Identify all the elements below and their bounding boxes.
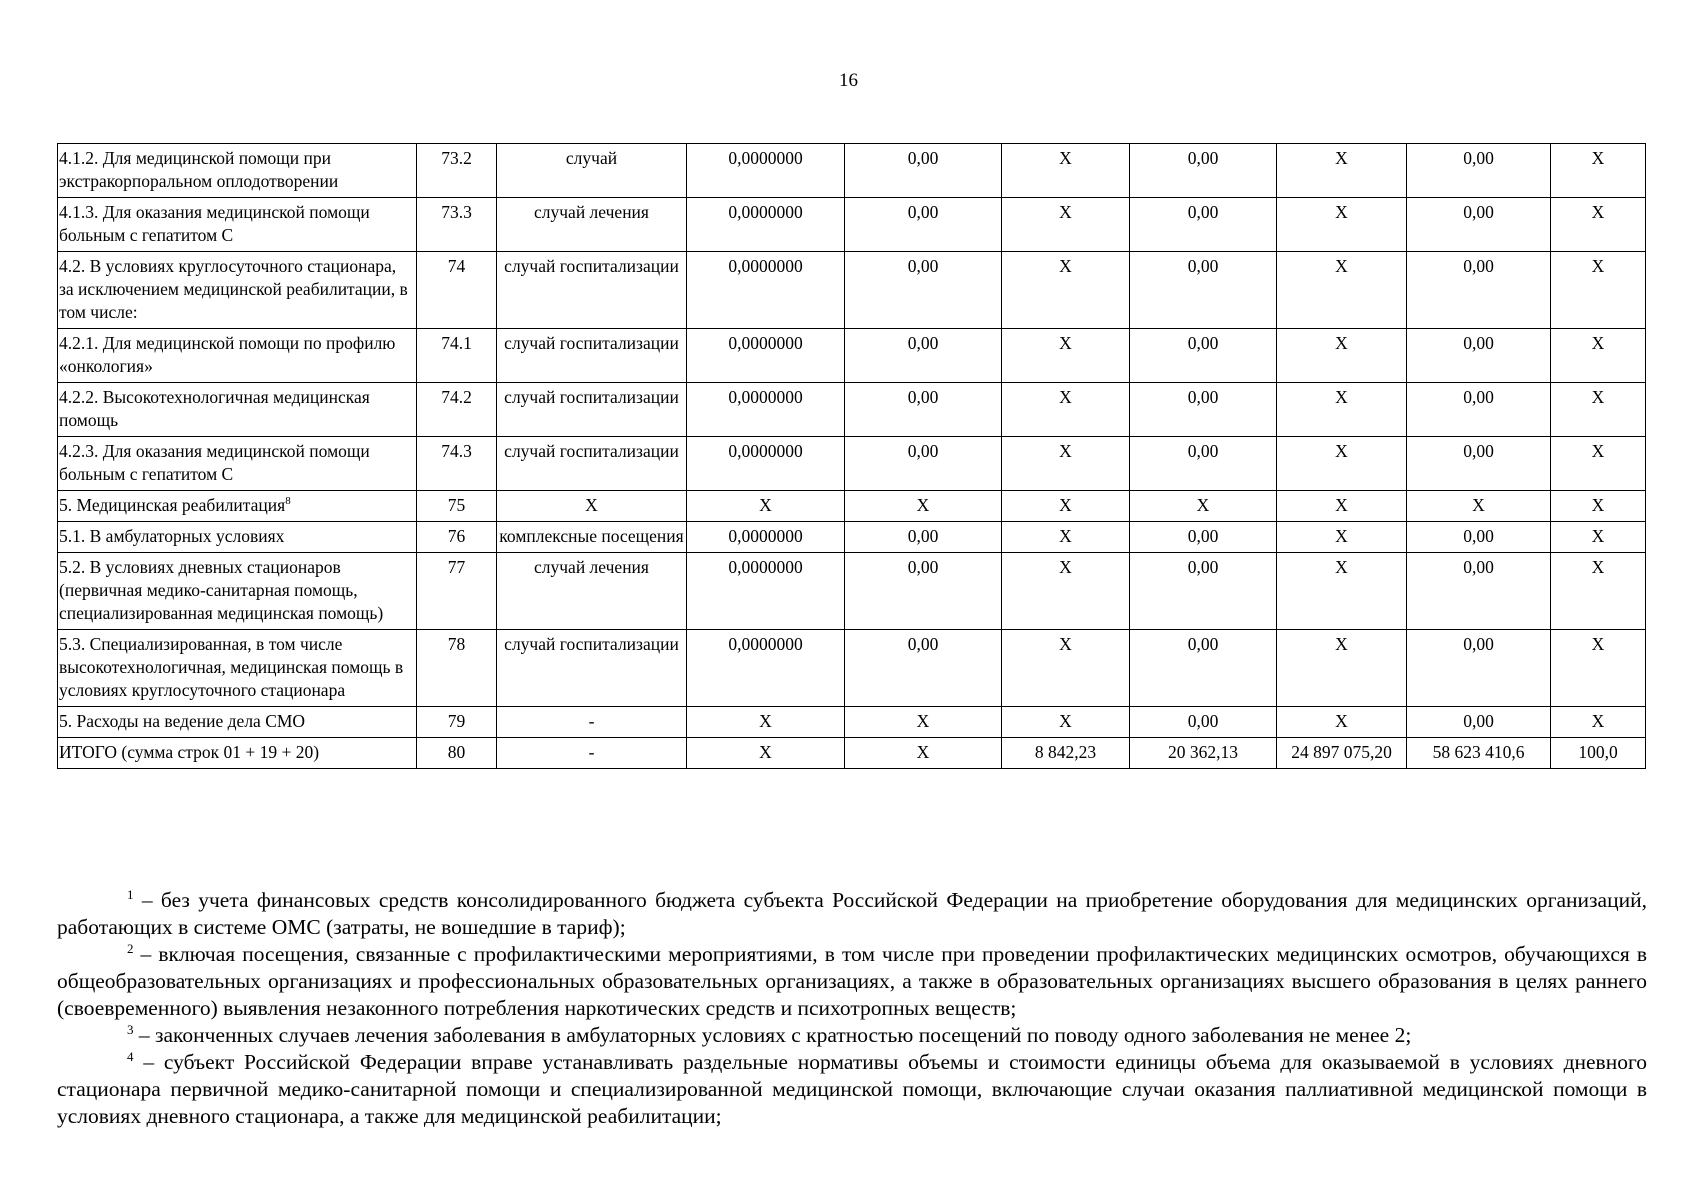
cell-c8: X [1277, 707, 1407, 738]
cell-c9: 0,00 [1407, 144, 1551, 198]
cell-c9: 0,00 [1407, 522, 1551, 553]
cell-code: 73.3 [417, 198, 497, 252]
cell-c4: 0,0000000 [687, 630, 845, 707]
cell-c10: X [1551, 198, 1646, 252]
cell-c4: X [687, 707, 845, 738]
footnote-number: 1 [127, 886, 134, 902]
row-name: 5.1. В амбулаторных условиях [59, 526, 285, 546]
cell-c5: 0,00 [845, 329, 1002, 383]
footnote [57, 941, 1647, 1022]
cell-code: 79 [417, 707, 497, 738]
row-name-cell [58, 198, 417, 252]
table-row [58, 383, 1646, 437]
cell-c4: 0,0000000 [687, 329, 845, 383]
cell-unit: случай госпитализации [497, 437, 687, 491]
table-row [58, 522, 1646, 553]
cell-c4: 0,0000000 [687, 553, 845, 630]
cell-c10: X [1551, 630, 1646, 707]
cell-c6: X [1002, 491, 1130, 522]
cell-c5: 0,00 [845, 144, 1002, 198]
cell-c7: 0,00 [1130, 252, 1277, 329]
cell-c5: 0,00 [845, 553, 1002, 630]
cell-c8: X [1277, 522, 1407, 553]
cell-code: 77 [417, 553, 497, 630]
data-table [57, 143, 1646, 769]
cell-unit: X [497, 491, 687, 522]
footnote-ref: 8 [285, 495, 291, 508]
row-name-cell [58, 329, 417, 383]
cell-c8: X [1277, 383, 1407, 437]
cell-code: 74 [417, 252, 497, 329]
cell-c6: X [1002, 630, 1130, 707]
cell-c7: X [1130, 491, 1277, 522]
cell-unit: случай лечения [497, 198, 687, 252]
footnote-number: 4 [127, 1048, 134, 1064]
cell-c8: X [1277, 144, 1407, 198]
cell-code: 74.1 [417, 329, 497, 383]
cell-c10: X [1551, 383, 1646, 437]
table-row [58, 329, 1646, 383]
row-name: 5. Медицинская реабилитация [59, 495, 286, 515]
cell-c5: X [845, 738, 1002, 769]
cell-c6: X [1002, 383, 1130, 437]
footnote-text: – включая посещения, связанные с профилактическими мероприятиями, в том числе при проведении профилактических медицинских осмотров, обучающихся в общеобразовательных организациях и профессиональных образовательных организациях, а также в образовательных организациях высшего образования в целях раннего (своевременного) выявления незаконного потребления наркотических средств и психотропных веществ; [57, 942, 1647, 1020]
cell-c9: 0,00 [1407, 383, 1551, 437]
cell-c9: 0,00 [1407, 329, 1551, 383]
cell-code: 74.3 [417, 437, 497, 491]
cell-c7: 0,00 [1130, 329, 1277, 383]
cell-c9: 0,00 [1407, 630, 1551, 707]
cell-c10: X [1551, 491, 1646, 522]
cell-c8: X [1277, 630, 1407, 707]
cell-c8: 24 897 075,20 [1277, 738, 1407, 769]
cell-c9: 0,00 [1407, 553, 1551, 630]
cell-c9: 0,00 [1407, 252, 1551, 329]
cell-unit: комплексные посещения [497, 522, 687, 553]
cell-code: 73.2 [417, 144, 497, 198]
table-row [58, 437, 1646, 491]
row-name: 4.2.2. Высокотехнологичная медицинская помощь [59, 387, 370, 430]
cell-c7: 0,00 [1130, 630, 1277, 707]
cell-unit: случай госпитализации [497, 630, 687, 707]
cell-c9: 0,00 [1407, 198, 1551, 252]
cell-c8: X [1277, 437, 1407, 491]
cell-unit: случай госпитализации [497, 252, 687, 329]
row-name-cell [58, 630, 417, 707]
cell-code: 75 [417, 491, 497, 522]
cell-c8: X [1277, 329, 1407, 383]
table-row [58, 707, 1646, 738]
row-name: 5.2. В условиях дневных стационаров (первичная медико-санитарная помощь, специализированная медицинская помощь) [59, 557, 384, 623]
cell-c8: X [1277, 491, 1407, 522]
row-name: 4.2. В условиях круглосуточного стационара, за исключением медицинской реабилитации, в том числе: [59, 256, 408, 322]
cell-unit: случай лечения [497, 553, 687, 630]
row-name-cell [58, 707, 417, 738]
table-body [58, 144, 1646, 769]
cell-c9: X [1407, 491, 1551, 522]
cell-c9: 0,00 [1407, 437, 1551, 491]
cell-c10: X [1551, 522, 1646, 553]
cell-c10: X [1551, 707, 1646, 738]
cell-c5: X [845, 707, 1002, 738]
cell-c8: X [1277, 553, 1407, 630]
cell-unit: - [497, 707, 687, 738]
cell-c7: 0,00 [1130, 553, 1277, 630]
cell-c5: 0,00 [845, 383, 1002, 437]
row-name: 4.2.1. Для медицинской помощи по профилю «онкология» [59, 333, 396, 376]
cell-c4: 0,0000000 [687, 198, 845, 252]
cell-c10: X [1551, 144, 1646, 198]
row-name: 4.1.3. Для оказания медицинской помощи больным с гепатитом С [59, 202, 370, 245]
cell-c6: X [1002, 252, 1130, 329]
footnote-text: – субъект Российской Федерации вправе устанавливать раздельные нормативы объемы и стоимости единицы объема для оказываемой в условиях дневного стационара первичной медико-санитарной помощи и специализированной медицинской помощи, включающие случаи оказания паллиативной медицинской помощи в условиях дневного стационара, а также для медицинской реабилитации; [57, 1050, 1647, 1128]
cell-c6: X [1002, 144, 1130, 198]
cell-c4: 0,0000000 [687, 522, 845, 553]
table-row [58, 198, 1646, 252]
cell-code: 74.2 [417, 383, 497, 437]
cell-c4: X [687, 491, 845, 522]
footnote-number: 2 [127, 940, 134, 956]
row-name: 4.2.3. Для оказания медицинской помощи больным с гепатитом С [59, 441, 370, 484]
cell-c5: 0,00 [845, 630, 1002, 707]
footnote [57, 1022, 1647, 1049]
cell-c7: 0,00 [1130, 383, 1277, 437]
cell-c5: X [845, 491, 1002, 522]
cell-c6: X [1002, 522, 1130, 553]
cell-c6: X [1002, 329, 1130, 383]
table-row [58, 144, 1646, 198]
cell-code: 76 [417, 522, 497, 553]
cell-c4: 0,0000000 [687, 383, 845, 437]
table-row [58, 738, 1646, 769]
cell-c10: X [1551, 437, 1646, 491]
page-number: 16 [839, 70, 858, 91]
cell-code: 80 [417, 738, 497, 769]
row-name-cell [58, 144, 417, 198]
table-row [58, 553, 1646, 630]
cell-c6: X [1002, 198, 1130, 252]
cell-unit: случай [497, 144, 687, 198]
row-name-cell [58, 522, 417, 553]
row-name: 5.3. Специализированная, в том числе высокотехнологичная, медицинская помощь в условиях круглосуточного стационара [59, 634, 404, 700]
cell-c5: 0,00 [845, 252, 1002, 329]
table-row [58, 491, 1646, 522]
cell-c8: X [1277, 198, 1407, 252]
cell-c7: 0,00 [1130, 437, 1277, 491]
cell-c5: 0,00 [845, 198, 1002, 252]
cell-c4: 0,0000000 [687, 144, 845, 198]
row-name-cell [58, 383, 417, 437]
cell-unit: случай госпитализации [497, 383, 687, 437]
cell-c7: 0,00 [1130, 144, 1277, 198]
cell-c5: 0,00 [845, 522, 1002, 553]
row-name-cell [58, 437, 417, 491]
cell-c7: 0,00 [1130, 198, 1277, 252]
footnote-text: – законченных случаев лечения заболевания в амбулаторных условиях с кратностью посещений по поводу одного заболевания не менее 2; [133, 1023, 1412, 1047]
cell-c8: X [1277, 252, 1407, 329]
cell-c9: 58 623 410,6 [1407, 738, 1551, 769]
cell-c6: X [1002, 707, 1130, 738]
cell-c4: 0,0000000 [687, 437, 845, 491]
footnote-text: – без учета финансовых средств консолидированного бюджета субъекта Российской Федерации на приобретение оборудования для медицинских организаций, работающих в системе ОМС (затраты, не вошедшие в тариф); [57, 888, 1647, 939]
cell-c4: 0,0000000 [687, 252, 845, 329]
footnote [57, 887, 1647, 941]
row-name-cell [58, 738, 417, 769]
footnote-number: 3 [127, 1021, 134, 1037]
cell-c7: 0,00 [1130, 522, 1277, 553]
cell-c10: 100,0 [1551, 738, 1646, 769]
cell-c5: 0,00 [845, 437, 1002, 491]
row-name-cell [58, 553, 417, 630]
cell-c6: X [1002, 437, 1130, 491]
row-name-cell [58, 491, 417, 522]
cell-c9: 0,00 [1407, 707, 1551, 738]
footnote [57, 1049, 1647, 1130]
cell-unit: случай госпитализации [497, 329, 687, 383]
cell-code: 78 [417, 630, 497, 707]
row-name: 4.1.2. Для медицинской помощи при экстракорпоральном оплодотворении [59, 148, 339, 191]
cell-c10: X [1551, 553, 1646, 630]
cell-c7: 0,00 [1130, 707, 1277, 738]
table-row [58, 630, 1646, 707]
row-name: 5. Расходы на ведение дела СМО [59, 711, 306, 731]
cell-c6: X [1002, 553, 1130, 630]
cell-c10: X [1551, 252, 1646, 329]
cell-c4: X [687, 738, 845, 769]
cell-c6: 8 842,23 [1002, 738, 1130, 769]
cell-c7: 20 362,13 [1130, 738, 1277, 769]
row-name: ИТОГО (сумма строк 01 + 19 + 20) [59, 742, 320, 762]
cell-unit: - [497, 738, 687, 769]
cell-c10: X [1551, 329, 1646, 383]
table-row [58, 252, 1646, 329]
row-name-cell [58, 252, 417, 329]
footnotes [57, 887, 1647, 1130]
